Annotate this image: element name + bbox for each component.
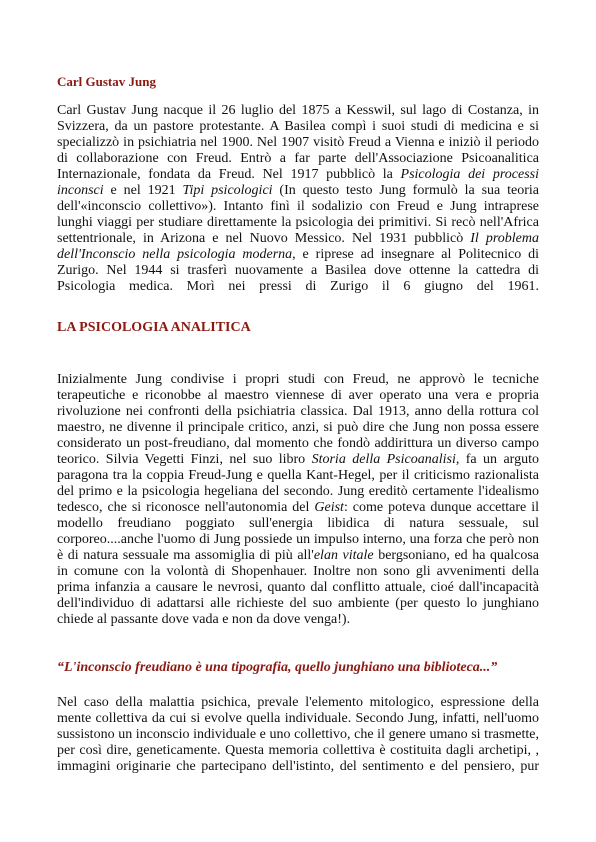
text-line (57, 183, 539, 199)
text-run: maestro, ne divenne il principale critico, anzi, si può dire che Jung non possa essere (57, 420, 539, 435)
text-line (57, 759, 539, 775)
text-run: considerato un post-freudiano, dal momento che fondò addirittura un diverso campo (57, 436, 539, 451)
text-run: del primo e la psicologia hegeliana del secondo. Jung ereditò certamente l'idealismo (57, 484, 539, 499)
collective-unconscious-paragraph (57, 695, 539, 775)
text-run: in comune con la volontà di Shopenhauer. Inoltre non sono gli avvenimenti della (57, 564, 539, 579)
text-run: bergsoniano, ed ha qualcosa (373, 548, 540, 563)
text-run: , fa un arguto (455, 452, 539, 467)
text-run: lunghi viaggi per studiare direttamente la psicologia dei primitivi. Si recò nell'Africa (57, 215, 539, 230)
text-run: terapeutiche e riconobbe al maestro viennese di aver operato una vera e propria (57, 388, 539, 403)
text-run: dell'individuo di adattarsi alle richieste del suo ambiente (per questo lo junghiano (57, 596, 539, 611)
italic-title-run: Il problema (470, 231, 539, 246)
biography-heading: Carl Gustav Jung (57, 74, 156, 89)
text-line (57, 279, 539, 295)
text-line (57, 103, 539, 119)
text-line (57, 135, 539, 151)
text-run: sussistono un inconscio individuale e uno collettivo, che il genere umano si trasmette, (57, 727, 539, 742)
text-run: modello freudiano poggiato sull'energia libidica di natura sessuale, sul (57, 516, 539, 531)
text-line (57, 372, 539, 388)
text-line (57, 596, 539, 612)
biography-paragraph (57, 103, 539, 295)
text-run: di collaborazione con Freud. Entrò a far parte dell'Associazione Psicoanalitica (57, 151, 539, 166)
text-run: per così dire, geneticamente. Questa memoria collettiva è costituita dagli archetipi, , (57, 743, 539, 758)
text-line (57, 215, 539, 231)
text-run: è di natura sessuale ma assomiglia di più all' (57, 548, 314, 563)
text-line (57, 452, 539, 468)
text-run: Psicologia medica. Morì nei pressi di Zurigo il 6 giugno del 1961. (57, 279, 539, 294)
text-run: paragona tra la coppia Freud-Jung e quella Kant-Hegel, per il criticismo razionalista (57, 468, 539, 483)
text-run: tedesco, che si riconosce nell'autonomia del (57, 500, 315, 515)
italic-title-run: Geist (314, 500, 344, 515)
italic-title-run: dell'Inconscio nella psicologia moderna (57, 247, 293, 262)
text-line (57, 468, 539, 484)
text-line (57, 516, 539, 532)
text-run: (In questo testo Jung formulò la sua teoria (272, 183, 540, 198)
text-line (57, 119, 539, 135)
section-heading: LA PSICOLOGIA ANALITICA (57, 320, 251, 335)
text-run: Zurigo. Nel 1944 si trasferì nuovamente a Basilea dove ottenne la cattedra di (57, 263, 539, 278)
text-run: Svizzera, da un pastore protestante. A Basilea compì i suoi studi di medicina e si (57, 119, 539, 134)
italic-title-run: Tipi psicologici (182, 183, 273, 198)
text-line (57, 231, 539, 247)
text-run: Nel caso della malattia psichica, prevale l'elemento mitologico, espressione della (57, 695, 539, 710)
text-line (57, 711, 539, 727)
italic-title-run: Psicologia dei processi (400, 167, 539, 182)
text-line (57, 695, 539, 711)
text-run: dell'«inconscio collettivo»). Intanto finì il sodalizio con Freud e Jung intraprese (57, 199, 539, 214)
text-run: specializzò in psichiatria nel 1900. Nel 1907 visitò Freud a Vienna e iniziò il periodo (57, 135, 539, 150)
text-line (57, 564, 539, 580)
text-line (57, 612, 539, 628)
text-run: e nel 1921 (103, 183, 183, 198)
text-line (57, 743, 539, 759)
text-line (57, 580, 539, 596)
text-run: corporeo....anche l'uomo di Jung possiede un impulso interno, una forza che però non (57, 532, 539, 547)
text-run: chiede al passante dove vada e non da dove venga!). (57, 612, 351, 627)
text-run: settentrionale, in Arizona e nel Nuovo Messico. Nel 1931 pubblicò (57, 231, 471, 246)
text-run: : come poteva dunque accettare il (343, 500, 540, 515)
text-line (57, 420, 539, 436)
quote-heading: “L'inconscio freudiano è una tipografia, quello junghiano una biblioteca...” (57, 660, 498, 675)
text-line (57, 404, 539, 420)
text-run: Internazionale, fondata da Freud. Nel 1917 pubblicò la (57, 167, 401, 182)
text-run: teorico. Silvia Vegetti Finzi, nel suo libro (57, 452, 312, 467)
text-line (57, 484, 539, 500)
text-run: Inizialmente Jung condivise i propri studi con Freud, ne approvò le tecniche (57, 372, 539, 387)
text-line (57, 532, 539, 548)
text-run: immagini originarie che partecipano dell'istinto, del sentimento e del pensiero, pur (57, 759, 539, 774)
text-line (57, 727, 539, 743)
text-line (57, 167, 539, 183)
italic-title-run: Storia della Psicoanalisi (311, 452, 456, 467)
text-run: rivoluzione nei confronti della psichiatria classica. Dal 1913, anno della rottura col (57, 404, 539, 419)
text-run: prima infanzia a causare le nevrosi, quanto dal conflitto attuale, cioé dall'incapacità (57, 580, 539, 595)
text-line (57, 548, 539, 564)
text-run: Carl Gustav Jung nacque il 26 luglio del 1875 a Kesswil, sul lago di Costanza, in (57, 103, 539, 118)
text-line (57, 199, 539, 215)
text-run: , e riprese ad insegnare al Politecnico di (292, 247, 540, 262)
text-run: mente collettiva da cui si evolve quella individuale. Secondo Jung, infatti, nell'uomo (57, 711, 539, 726)
text-line (57, 247, 539, 263)
text-line (57, 263, 539, 279)
italic-title-run: elan vitale (313, 548, 374, 563)
text-line (57, 436, 539, 452)
text-line (57, 151, 539, 167)
text-line (57, 388, 539, 404)
analytic-psychology-paragraph (57, 372, 539, 628)
italic-title-run: inconsci (57, 183, 104, 198)
text-line (57, 500, 539, 516)
